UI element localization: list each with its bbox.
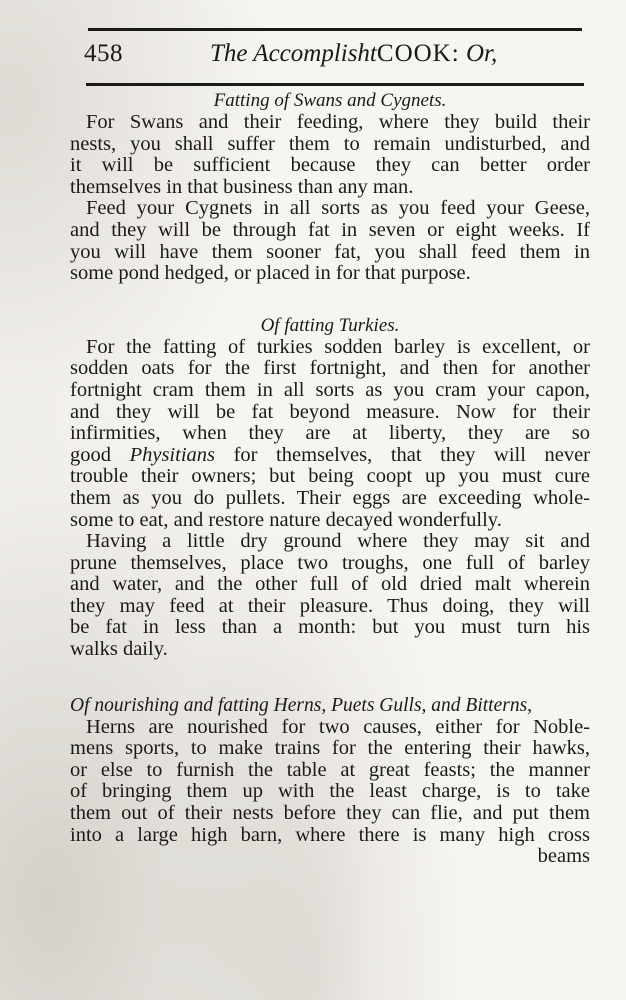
text-line: some to eat, and restore nature decayed wonderfully.: [70, 508, 502, 531]
text-line: and they will be fat beyond measure. Now for their: [70, 400, 590, 423]
running-title-end: Or,: [465, 40, 498, 67]
section-heading: Of nourishing and fatting Herns, Puets Gulls, and Bitterns,: [70, 694, 533, 716]
text-line: Herns are nourished for two causes, either for Noble-: [86, 715, 590, 738]
text-line: they may feed at their pleasure. Thus doing, they will: [70, 594, 590, 617]
text-line: good Physitians for themselves, that they will never: [70, 443, 590, 466]
text-line: prune themselves, place two troughs, one full of barley: [70, 551, 590, 574]
section-spacer: [70, 661, 590, 695]
text-line: into a large high barn, where there is many high cross: [70, 823, 590, 846]
section-swans-cygnets: [70, 90, 590, 285]
italic-word: Physitians: [129, 443, 215, 466]
text-line: be fat in less than a month: but you must turn his: [70, 616, 590, 639]
section-heading: Of fatting Turkies.: [260, 314, 400, 336]
text-line: themselves in that business than any man.: [70, 175, 414, 198]
header-top-rule: [88, 28, 582, 31]
running-title-caps: COOK:: [376, 40, 460, 67]
section-turkies: [70, 315, 590, 661]
text-line: you will have them sooner fat, you shall feed them in: [70, 240, 590, 263]
running-header: [84, 40, 584, 80]
text-line: and they will be through fat in seven or eight weeks. If: [70, 218, 590, 241]
text-line: walks daily.: [70, 638, 168, 661]
text-line: them as you do pullets. Their eggs are exceeding whole-: [70, 486, 590, 509]
page-number: 458: [84, 40, 123, 67]
section-spacer: [70, 285, 590, 315]
text-line: trouble their owners; but being coopt up you must cure: [70, 465, 590, 488]
text-line: mens sports, to make trains for the entering their hawks,: [70, 737, 590, 760]
text-line: fortnight cram them in all sorts as you cram your capon,: [70, 378, 590, 401]
text-line: For the fatting of turkies sodden barley is excellent, or: [86, 335, 590, 358]
text-line: of bringing them up with the least charge, is to take: [70, 780, 590, 803]
text-line: it will be sufficient because they can better order: [70, 154, 590, 177]
section-herns: [70, 695, 590, 868]
text-line: infirmities, when they are at liberty, they are so: [70, 422, 590, 445]
running-title: [210, 40, 497, 68]
section-heading: Fatting of Swans and Cygnets.: [213, 90, 447, 111]
body-text: [70, 90, 590, 868]
text-line: some pond hedged, or placed in for that purpose.: [70, 262, 471, 285]
header-bottom-rule: [86, 83, 584, 86]
text-line: For Swans and their feeding, where they build their: [86, 111, 590, 133]
text-line: or else to furnish the table at great feasts; the manner: [70, 758, 590, 781]
running-title-italic: The Accomplisht: [210, 40, 377, 67]
text-line: Having a little dry ground where they may sit and: [86, 530, 590, 553]
text-line: sodden oats for the first fortnight, and then for another: [70, 357, 590, 380]
text-line: nests, you shall suffer them to remain undisturbed, and: [70, 132, 590, 155]
catchword: beams: [537, 845, 590, 868]
text-line: Feed your Cygnets in all sorts as you feed your Geese,: [86, 197, 590, 220]
text-line: and water, and the other full of old dried malt wherein: [70, 573, 590, 596]
text-line: them out of their nests before they can flie, and put them: [70, 802, 590, 825]
